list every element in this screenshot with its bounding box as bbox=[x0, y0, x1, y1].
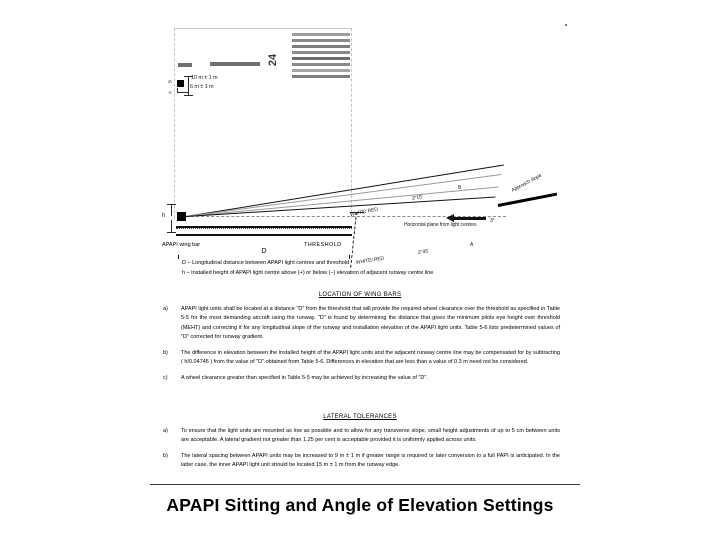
figure-definitions bbox=[182, 259, 558, 278]
clause-item bbox=[160, 374, 560, 383]
caption-threshold: THRESHOLD bbox=[304, 242, 342, 248]
dimension-tick bbox=[167, 204, 176, 205]
approach-slope-arrow-shaft bbox=[452, 217, 486, 220]
dimension-tick bbox=[184, 95, 193, 96]
clause-text: The lateral spacing between APAPI units may be increased to 9 m ± 1 m if greater range is required or later conversion to a full PAPI is anticipated. In the latter case, the inner APAPI light unit should be located 15 m ± 1 m from the runway edge. bbox=[181, 452, 560, 469]
threshold-bar bbox=[292, 51, 350, 54]
clause-marker: a) bbox=[163, 306, 168, 312]
page-title: APAPI Sitting and Angle of Elevation Settings bbox=[166, 495, 554, 515]
clause-item bbox=[160, 452, 560, 471]
dimension-tick bbox=[177, 88, 178, 93]
height-dimension-h bbox=[162, 202, 176, 234]
runway-centre-line bbox=[176, 228, 352, 229]
spacing-label-upper: 10 m ± 1 m bbox=[191, 75, 218, 81]
clause-text: A wheel clearance greater than specified in Table 5-5 may be achieved by increasing the value of "D". bbox=[181, 374, 428, 381]
dimension-tick bbox=[188, 85, 189, 95]
threshold-bar bbox=[292, 33, 350, 36]
dimension-tick bbox=[171, 220, 172, 232]
dimension-tick bbox=[177, 92, 189, 93]
clause-text: To ensure that the light units are mounted as low as possible and to allow for any transverse slope, small height adjustments of up to 5 cm between units are acceptable. A lateral gradient not greater than 1.25 per cent is acceptable provided it is uniformly applied across units. bbox=[181, 428, 560, 444]
section-lateral-tolerances bbox=[160, 414, 560, 477]
clause-marker: c) bbox=[163, 374, 168, 381]
title-divider-rule bbox=[150, 484, 580, 485]
wing-bar-spacing-dimensions bbox=[166, 74, 246, 108]
plan-wing-bar-inner bbox=[178, 63, 192, 67]
approach-slope-angle-label: 3° bbox=[490, 218, 495, 224]
caption-wing-bar: APAPI wing bar bbox=[162, 242, 201, 248]
distance-symbol-label bbox=[176, 248, 352, 255]
plan-frame-top-rule bbox=[174, 28, 352, 29]
spacing-label-lower: 6 m ± 1 m bbox=[190, 84, 214, 90]
section-heading bbox=[160, 414, 560, 420]
clause-marker: a) bbox=[163, 428, 168, 434]
distance-dimension-d bbox=[176, 248, 352, 258]
threshold-marking-bars bbox=[292, 33, 350, 80]
apapi-figure bbox=[160, 14, 560, 484]
distance-symbol-text: D bbox=[258, 248, 269, 255]
lower-unit-letter: A bbox=[470, 242, 474, 248]
approach-slope-arrow-head bbox=[446, 214, 454, 222]
stray-dot-artifact bbox=[565, 24, 567, 26]
clause-marker: b) bbox=[163, 349, 168, 356]
definition-d: D – Longitudinal distance between APAPI light centres and threshold bbox=[182, 260, 350, 266]
definition-h: h – Installed height of APAPI light centre above (+) or below (–) elevation of adjacent runway centre line bbox=[182, 269, 434, 276]
clause-item bbox=[160, 349, 560, 368]
section-heading-text: LATERAL TOLERANCES bbox=[323, 414, 397, 420]
threshold-bar bbox=[292, 69, 350, 72]
threshold-bar bbox=[292, 63, 350, 66]
upper-unit-letter: B bbox=[458, 185, 462, 191]
clause-item bbox=[160, 427, 560, 446]
horizontal-plane-label: Horizontal plane from light centres bbox=[404, 222, 477, 228]
threshold-bar bbox=[292, 45, 350, 48]
apapi-unit-marker-plan bbox=[177, 80, 184, 87]
clause-text: APAPI light units shall be located at a distance "D" from the threshold that will provide the required wheel clearance over the threshold as specified in Table 5-5 for the most demanding aircraft using the runway. "D" is found by determining the distance that gives the minimum pilots eye height over threshold (MEHT) and correcting it for any longitudinal slope of the runway and installation elevation of the APAPI light units. Table 5-6 lists predetermined values of "D" corrected for runway gradient. bbox=[181, 306, 560, 341]
section-heading-text: LOCATION OF WING BARS bbox=[318, 292, 402, 298]
dimension-tick bbox=[188, 76, 189, 85]
section-location-of-wing-bars bbox=[160, 292, 560, 389]
upper-colour-label: WHITE/ RED bbox=[349, 206, 379, 218]
height-symbol-label: h bbox=[162, 213, 166, 219]
section-heading bbox=[160, 292, 560, 298]
upper-angle-label: 3°15' bbox=[411, 193, 424, 202]
runway-designator-label: 24 bbox=[267, 53, 279, 67]
plan-runway-edge-marking bbox=[210, 62, 260, 66]
clause-text: The difference in elevation between the installed height of the APAPI light units and the adjacent runway centre line may be compensated for by subtracting ( h/0.04745 ) from the value of "D" obtained from Table 5-6. Differences in elevation that are less than a value of 0.3 m need not be considered. bbox=[181, 349, 560, 366]
elevation-view bbox=[160, 164, 560, 274]
apapi-light-unit-elevation bbox=[177, 212, 186, 221]
dimension-tick bbox=[171, 204, 172, 216]
lower-colour-label: WHITE/ RED bbox=[355, 255, 385, 266]
lower-angle-label: 2°45' bbox=[417, 248, 430, 256]
plan-unit-label-a: A bbox=[167, 91, 173, 95]
threshold-bar bbox=[292, 57, 350, 60]
threshold-bar bbox=[292, 75, 350, 78]
clause-marker: b) bbox=[163, 452, 168, 459]
approach-slope-indicator bbox=[498, 193, 557, 207]
dimension-tick bbox=[167, 232, 176, 233]
plan-unit-label-b: B bbox=[167, 80, 173, 84]
threshold-bar bbox=[292, 39, 350, 42]
angle-reference-tick bbox=[350, 212, 364, 213]
approach-slope-label: Approach slope bbox=[510, 172, 543, 194]
clause-item bbox=[160, 305, 560, 343]
